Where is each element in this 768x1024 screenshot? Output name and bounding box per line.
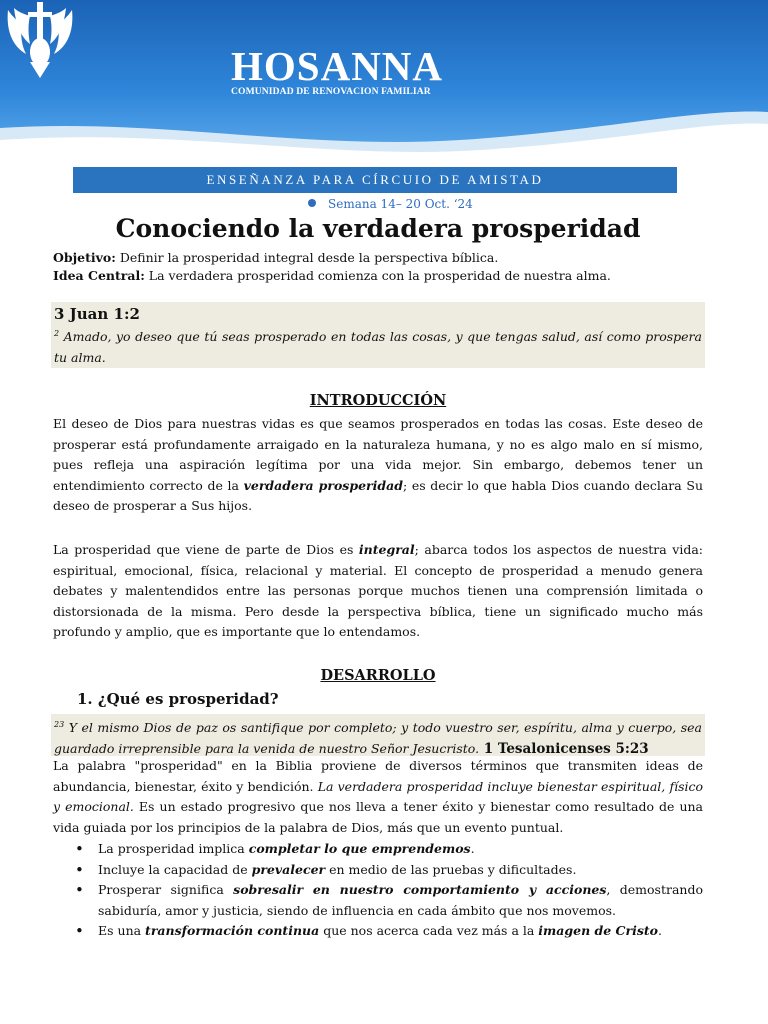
- objective-label: Objetivo:: [53, 250, 116, 265]
- bullet-3-text: Prosperar significa: [98, 882, 234, 897]
- bullet-dot-icon: [308, 199, 316, 207]
- verse-text-2: [51, 714, 705, 761]
- bullet-2-emphasis: prevalecer: [251, 861, 326, 877]
- verse-reference-2: 1 Tesalonicenses 5:23: [479, 741, 649, 757]
- verse-number: 2: [54, 329, 60, 338]
- brand: [231, 43, 444, 97]
- list-item: [75, 860, 703, 881]
- intro-p1-text: El deseo de Dios para nuestras vidas es que seamos prosperados en todas las cosas. Este deseo de prosperar está profundamente arraigado en la naturaleza humana, y no es algo malo en sí mismo, pues refleja una aspiración legítima por una vida mejor. Sin embargo, debemos tener un entendimiento correcto de la: [53, 416, 703, 493]
- objective-text: Definir la prosperidad integral desde la perspectiva bíblica.: [115, 250, 499, 265]
- bullet-1-text: La prosperidad implica: [98, 841, 249, 856]
- development-paragraph: [53, 756, 703, 838]
- brand-subtitle: COMUNIDAD DE RENOVACION FAMILIAR: [231, 86, 431, 97]
- bullet-2-text: Incluye la capacidad de: [98, 861, 252, 877]
- bullet-3-text-end: , demostrando sabiduría, amor y justicia, siendo de influencia en cada ámbito que nos movemos.: [98, 882, 703, 918]
- intro-p2-text: La prosperidad que viene de parte de Dios es: [53, 542, 359, 557]
- objective-line: [53, 248, 498, 267]
- header-banner: [0, 0, 768, 168]
- development-p-emphasis: La verdadera prosperidad incluye bienestar espiritual, físico y emocional.: [53, 778, 704, 814]
- bullet-3-emphasis: sobresalir en nuestro comportamiento y acciones: [233, 882, 607, 897]
- intro-p2-emphasis: integral: [358, 542, 415, 557]
- bullet-4-text: Es una: [98, 923, 146, 938]
- intro-paragraph-1: [53, 414, 703, 517]
- bullet-2-text-end: en medio de las pruebas y dificultades.: [325, 861, 577, 877]
- list-item: [75, 839, 703, 860]
- intro-heading: INTRODUCCIÓN: [309, 392, 447, 409]
- list-item: [75, 921, 703, 942]
- verse-body-2: Y el mismo Dios de paz os santifique por completo; y todo vuestro ser, espíritu, alma y cuerpo, sea guardado irreprensible para la venida de nuestro Señor Jesucristo.: [54, 720, 702, 756]
- bullet-4-emphasis-2: imagen de Cristo: [538, 923, 658, 938]
- intro-paragraph-2: [53, 540, 703, 643]
- verse-number-2: 23: [54, 720, 65, 729]
- bullet-1-emphasis: completar lo que emprendemos: [248, 841, 471, 856]
- brand-title: HOSANNA: [231, 43, 444, 89]
- prosperity-bullet-list: [75, 839, 703, 942]
- bullet-4-text-end: .: [657, 923, 662, 938]
- development-heading: DESARROLLO: [320, 667, 436, 684]
- verse-reference: 3 Juan 1:2: [54, 305, 140, 323]
- question-1-heading: 1. ¿Qué es prosperidad?: [77, 690, 279, 708]
- development-p-text: La palabra "prosperidad" en la Biblia proviene de diversos términos que transmiten ideas de abundancia, bienestar, éxito y bendición.: [53, 758, 703, 794]
- dove-cross-logo-icon: [0, 0, 80, 80]
- intro-p1-text-end: ; es decir lo que habla Dios cuando declara Su deseo de prosperar a Sus hijos.: [53, 477, 703, 513]
- week-text: Semana 14– 20 Oct. ‘24: [328, 197, 473, 211]
- verse-box-3-juan: [51, 302, 705, 368]
- bullet-1-text-end: .: [470, 841, 475, 856]
- central-idea-line: [53, 266, 611, 285]
- section-banner: ENSEÑANZA PARA CÍRCUIO DE AMISTAD: [73, 167, 677, 193]
- verse-body: Amado, yo deseo que tú seas prosperado en todas las cosas, y que tengas salud, así como prospera tu alma.: [54, 329, 702, 365]
- central-idea-text: La verdadera prosperidad comienza con la prosperidad de nuestra alma.: [144, 268, 611, 283]
- list-item: [75, 880, 703, 921]
- bullet-4-emphasis: transformación continua: [145, 923, 320, 938]
- central-idea-label: Idea Central:: [53, 268, 145, 283]
- intro-p1-emphasis: verdadera prosperidad: [243, 477, 403, 493]
- intro-p2-text-end: ; abarca todos los aspectos de nuestra vida: espiritual, emocional, física, relacional y material. El concepto de prosperidad a menudo genera debates y malentendidos entre las personas porque muchos tienen una comprensión limitada o distorsionada de la misma. Pero desde la perspectiva bíblica, tiene un significado mucho más profundo y amplio, que es importante que lo entendamos.: [53, 542, 703, 639]
- page-title: Conociendo la verdadera prosperidad: [115, 214, 641, 243]
- verse-text: [51, 323, 705, 369]
- development-p-text-end: Es un estado progresivo que nos lleva a tener éxito y bienestar como resultado de una vida guiada por los principios de la palabra de Dios, más que un evento puntual.: [53, 799, 704, 835]
- verse-box-1-tesalonicenses: [51, 714, 705, 756]
- bullet-4-text-mid: que nos acerca cada vez más a la: [319, 923, 539, 938]
- week-label: [308, 197, 473, 211]
